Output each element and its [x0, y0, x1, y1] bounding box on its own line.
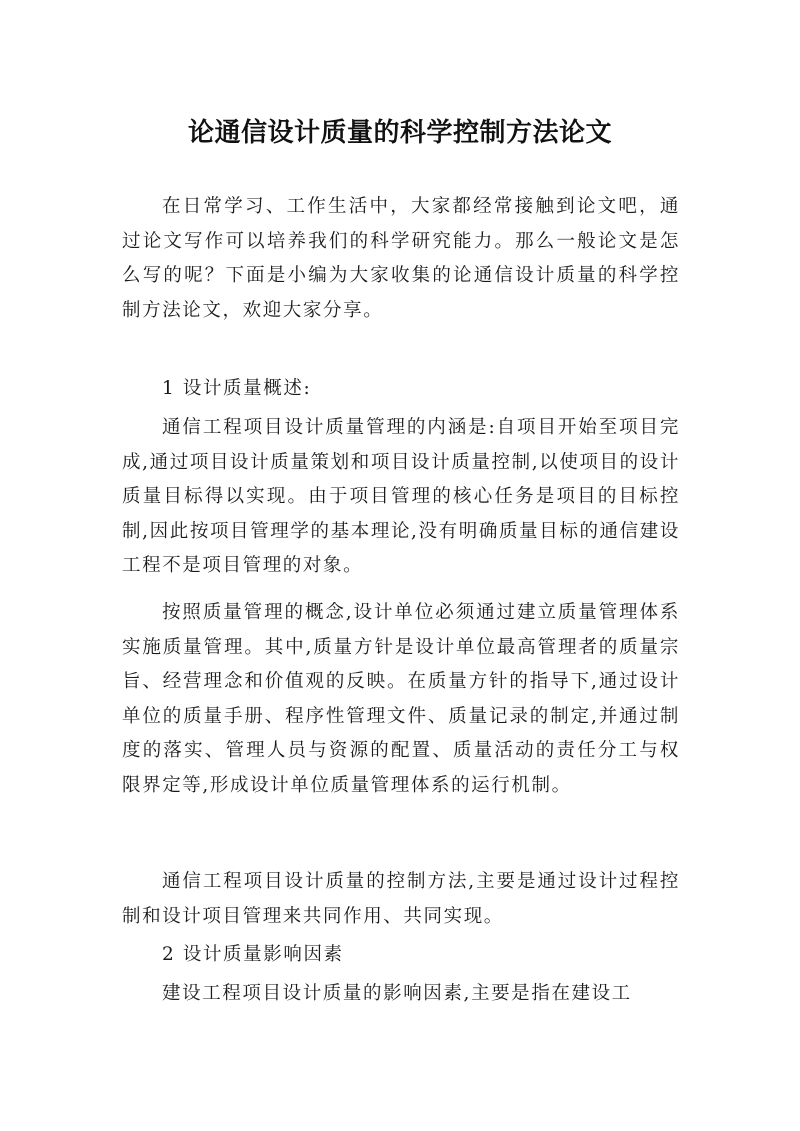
section-1-paragraph-2: 按照质量管理的概念,设计单位必须通过建立质量管理体系实施质量管理。其中,质量方针是设计单位最高管理者的质量宗旨、经营理念和价值观的反映。在质量方针的指导下,通过设计单位的质量手册、程序性管理文件、质量记录的制定,并通过制度的落实、管理人员与资源的配置、质量活动的责任分工与权限界定等,形成设计单位质量管理体系的运行机制。: [122, 602, 680, 796]
section-1-paragraph-3: 通信工程项目设计质量的控制方法,主要是通过设计过程控制和设计项目管理来共同作用、共同实现。: [122, 871, 680, 927]
section-1-heading: 1 设计质量概述:: [162, 378, 312, 399]
document-title: 论通信设计质量的科学控制方法论文: [187, 118, 612, 149]
section-2-paragraph-1: 建设工程项目设计质量的影响因素,主要是指在建设工: [162, 983, 632, 1004]
section-1-paragraph-1: 通信工程项目设计质量管理的内涵是:自项目开始至项目完成,通过项目设计质量策划和项目设计质量控制,以使项目的设计质量目标得以实现。由于项目管理的核心任务是项目的目标控制,因此按项目管理学的基本理论,没有明确质量目标的通信建设工程不是项目管理的对象。: [122, 417, 680, 577]
section-2-heading: 2 设计质量影响因素: [162, 944, 344, 965]
intro-paragraph: 在日常学习、工作生活中，大家都经常接触到论文吧，通过论文写作可以培养我们的科学研究能力。那么一般论文是怎么写的呢？下面是小编为大家收集的论通信设计质量的科学控制方法论文，欢迎大家分享。: [122, 196, 680, 321]
